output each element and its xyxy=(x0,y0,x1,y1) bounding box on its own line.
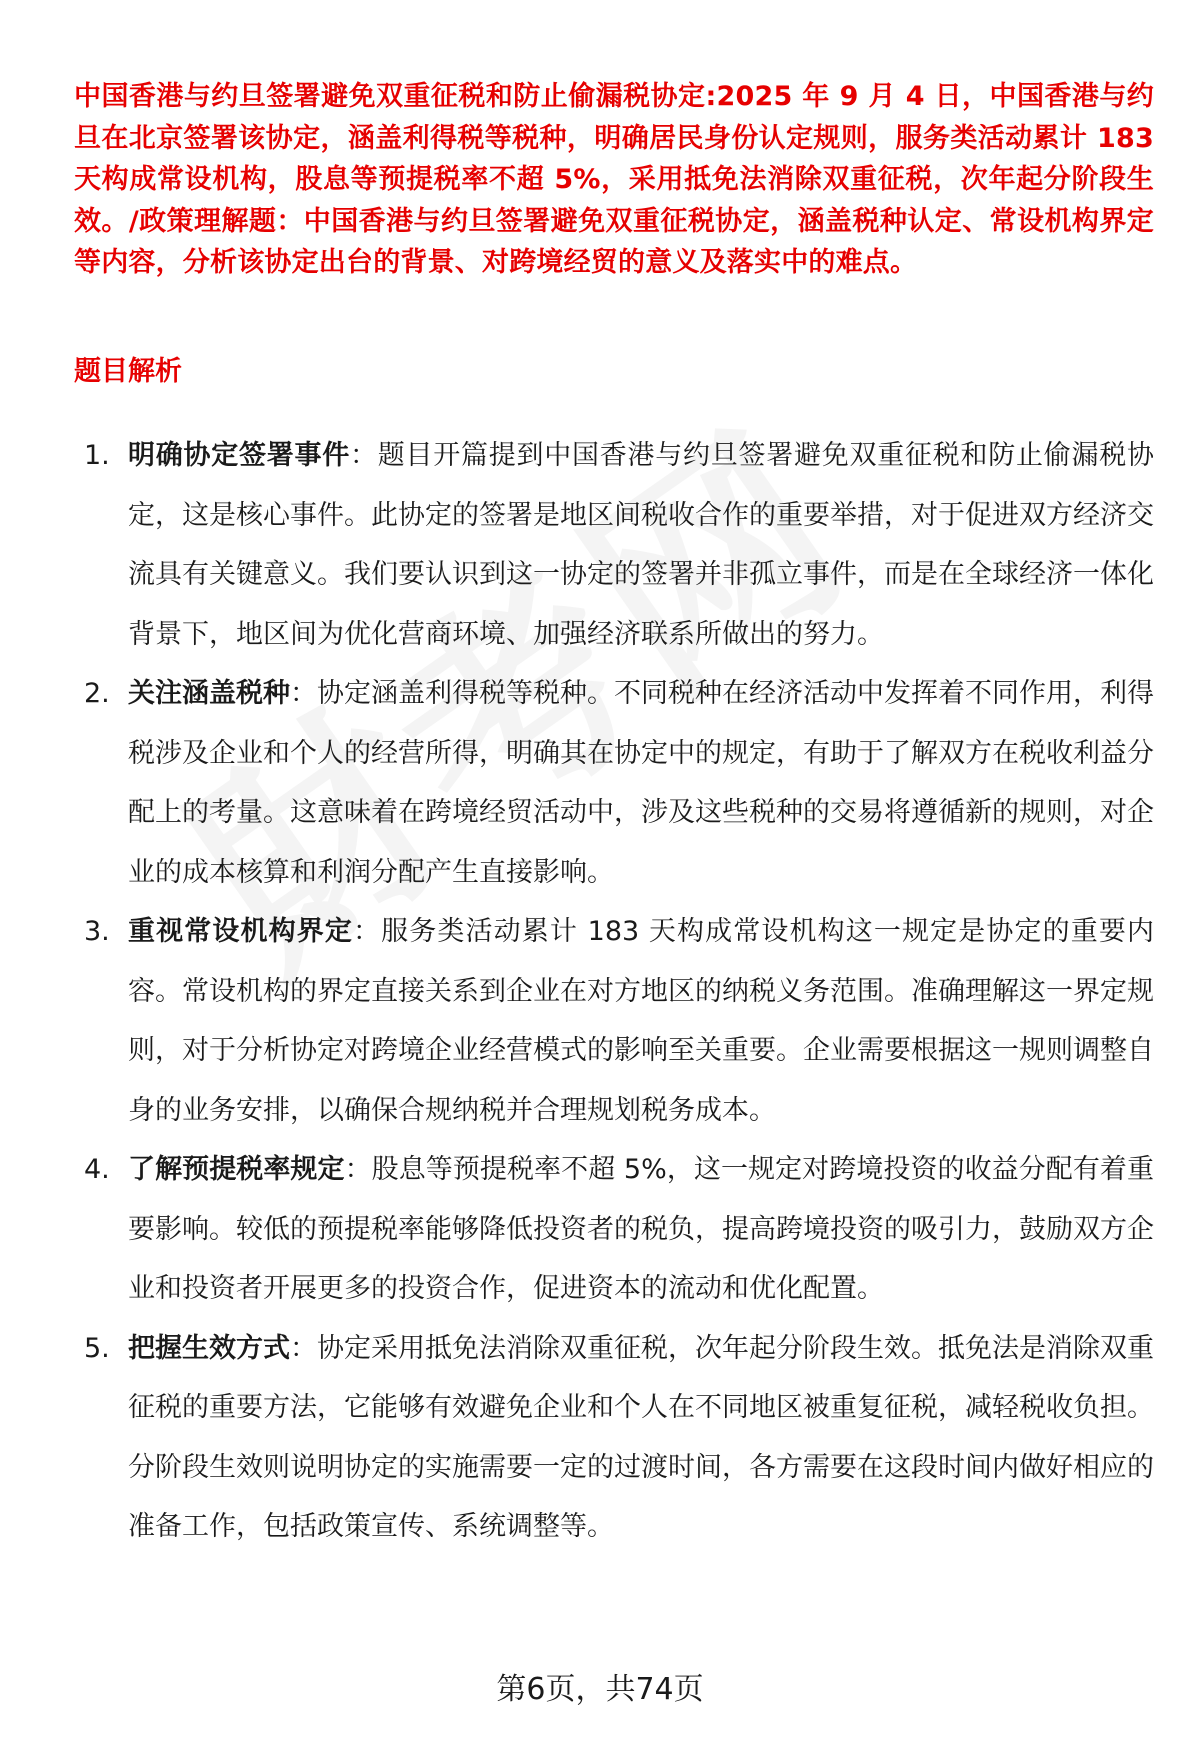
item-body: ：题目开篇提到中国香港与约旦签署避免双重征税和防止偷漏税协定，这是核心事件。此协定的签署是地区间税收合作的重要举措，对于促进双方经济交流具有关键意义。我们要认识到这一协定的签署并非孤立事件，而是在全球经济一体化背景下，地区间为优化营商环境、加强经济联系所做出的努力。 xyxy=(128,440,1154,650)
item-heading: 关注涵盖税种 xyxy=(128,678,290,709)
item-heading: 重视常设机构界定 xyxy=(128,916,353,947)
list-item xyxy=(74,426,1154,664)
item-number: 2. xyxy=(84,678,110,709)
list-item xyxy=(74,664,1154,902)
item-body: ：服务类活动累计 183 天构成常设机构这一规定是协定的重要内容。常设机构的界定直接关系到企业在对方地区的纳税义务范围。准确理解这一界定规则，对于分析协定对跨境企业经营模式的影响至关重要。企业需要根据这一规则调整自身的业务安排，以确保合规纳税并合理规划税务成本。 xyxy=(128,916,1154,1126)
intro-question-text: 中国香港与约旦签署避免双重征税和防止偷漏税协定:2025 年 9 月 4 日，中国香港与约旦在北京签署该协定，涵盖利得税等税种，明确居民身份认定规则，服务类活动累计 183 天构成常设机构，股息等预提税率不超 5%，采用抵免法消除双重征税，次年起分阶段生效。/政策理解题：中国香港与约旦签署避免双重征税协定，涵盖税种认定、常设机构界定等内容，分析该协定出台的背景、对跨境经贸的意义及落实中的难点。 xyxy=(74,81,1154,278)
item-body: ：协定采用抵免法消除双重征税，次年起分阶段生效。抵免法是消除双重征税的重要方法，它能够有效避免企业和个人在不同地区被重复征税，减轻税收负担。分阶段生效则说明协定的实施需要一定的过渡时间，各方需要在这段时间内做好相应的准备工作，包括政策宣传、系统调整等。 xyxy=(128,1332,1154,1542)
item-heading: 明确协定签署事件 xyxy=(128,440,350,471)
item-number: 4. xyxy=(84,1154,110,1185)
item-heading: 把握生效方式 xyxy=(128,1332,290,1364)
page-number: 第6页，共74页 xyxy=(496,1672,704,1707)
item-body: ：协定涵盖利得税等税种。不同税种在经济活动中发挥着不同作用，利得税涉及企业和个人的经营所得，明确其在协定中的规定，有助于了解双方在税收利益分配上的考量。这意味着在跨境经贸活动中，涉及这些税种的交易将遵循新的规则，对企业的成本核算和利润分配产生直接影响。 xyxy=(128,678,1154,888)
item-heading: 了解预提税率规定 xyxy=(128,1154,345,1185)
item-number: 1. xyxy=(84,440,110,471)
list-item xyxy=(74,902,1154,1140)
analysis-list xyxy=(74,426,1154,1557)
item-body: ：股息等预提税率不超 5%，这一规定对跨境投资的收益分配有着重要影响。较低的预提税率能够降低投资者的税负，提高跨境投资的吸引力，鼓励双方企业和投资者开展更多的投资合作，促进资本的流动和优化配置。 xyxy=(128,1154,1154,1304)
section-title: 题目解析 xyxy=(74,356,182,387)
list-item xyxy=(74,1319,1154,1557)
item-number: 5. xyxy=(84,1332,110,1364)
item-number: 3. xyxy=(84,916,110,947)
list-item xyxy=(74,1140,1154,1319)
